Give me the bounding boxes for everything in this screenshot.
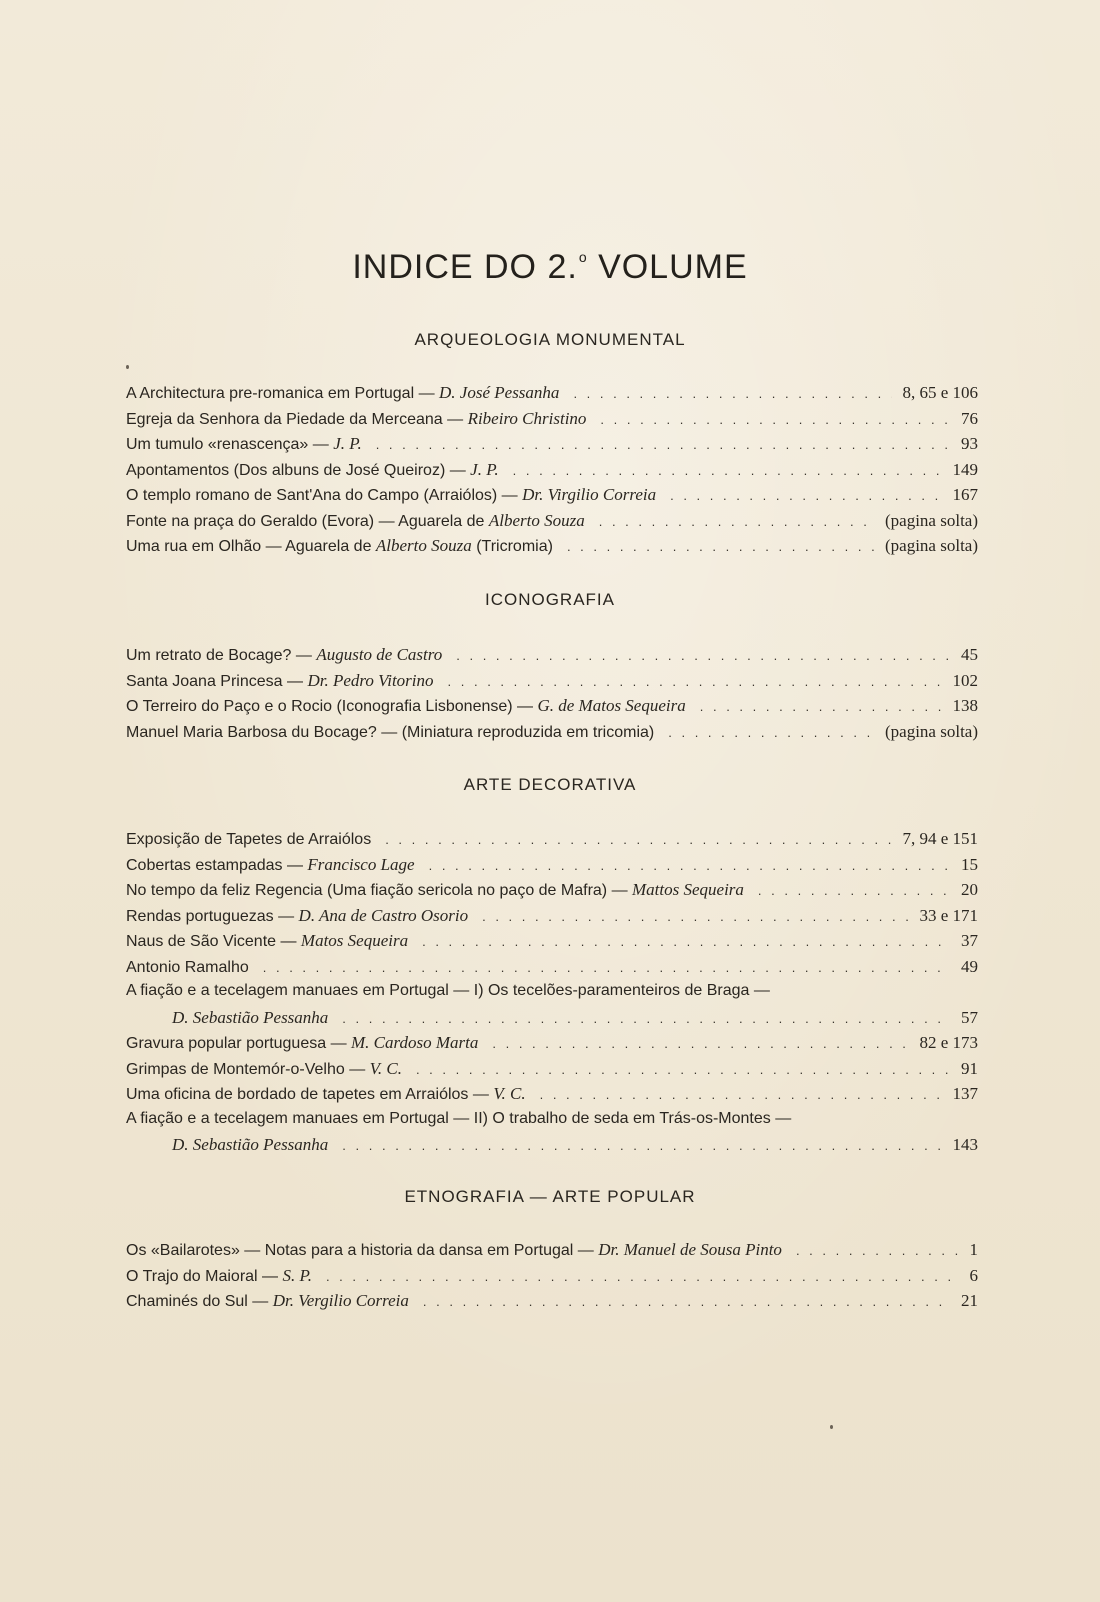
entry-text: O Trajo do Maioral —	[126, 1267, 283, 1285]
entry-text: Grimpas de Montemór-o-Velho —	[126, 1060, 370, 1078]
dot-leader	[385, 832, 892, 847]
index-entry	[126, 1084, 978, 1110]
speck-mark	[126, 365, 129, 369]
speck-mark	[830, 1425, 833, 1429]
section-entries-etnografia	[126, 1240, 978, 1317]
entry-author: Augusto de Castro	[316, 645, 443, 664]
dot-leader	[376, 437, 951, 452]
entry-page: 137	[952, 1084, 978, 1103]
entry-title	[126, 724, 654, 742]
entry-page: 93	[961, 434, 978, 453]
entry-title	[126, 696, 686, 716]
entry-text: Um tumulo «renascença» —	[126, 436, 334, 453]
entry-page: 45	[961, 645, 978, 664]
index-entry	[126, 931, 978, 957]
entry-page: 7, 94 e 151	[902, 829, 978, 848]
entry-text: Uma oficina de bordado de tapetes em Arraiólos —	[126, 1086, 494, 1103]
entry-suffix: (Tricromia)	[471, 538, 553, 555]
entry-title	[126, 409, 586, 429]
entry-page: 15	[961, 854, 978, 874]
entry-text: Rendas portuguezas —	[126, 907, 299, 925]
entry-title	[126, 1266, 312, 1286]
entry-page: 6	[969, 1265, 978, 1285]
entry-page: 149	[952, 459, 978, 479]
dot-leader	[513, 463, 943, 478]
entry-page: 138	[952, 696, 978, 715]
entry-text: Chaminés do Sul —	[126, 1293, 273, 1310]
entry-author: Francisco Lage	[307, 854, 415, 874]
entry-title	[126, 1084, 526, 1104]
dot-leader	[422, 934, 951, 949]
entry-author: M. Cardoso Marta	[351, 1033, 479, 1052]
index-entry	[126, 1266, 978, 1292]
entry-page: 82 e 173	[919, 1033, 978, 1052]
entry-page: (pagina solta)	[885, 510, 978, 530]
title-main: INDICE DO 2.	[352, 248, 578, 286]
page-title	[0, 248, 1100, 287]
entry-author: Alberto Souza	[488, 510, 585, 530]
entry-author: D. Sebastião Pessanha	[172, 1135, 329, 1154]
section-heading-arqueologia: ARQUEOLOGIA MONUMENTAL	[414, 330, 686, 349]
entry-title	[126, 536, 553, 556]
index-entry	[126, 460, 978, 486]
entry-author: Dr. Virgilio Correia	[522, 485, 657, 504]
section-heading-etnografia: ETNOGRAFIA — ARTE POPULAR	[404, 1187, 696, 1206]
section-entries-iconografia	[126, 645, 978, 747]
entry-page: 21	[961, 1291, 978, 1310]
section-entries-arqueologia	[126, 383, 978, 562]
dot-leader	[567, 539, 875, 554]
index-entry	[126, 536, 978, 562]
entry-text: A Architectura pre-romanica em Portugal —	[126, 385, 440, 402]
dot-leader	[342, 1138, 942, 1153]
dot-leader	[416, 1062, 951, 1077]
entry-author: D. Ana de Castro Osorio	[298, 905, 469, 925]
entry-text: Gravura popular portuguesa —	[126, 1035, 352, 1052]
entry-title	[126, 906, 468, 926]
entry-author: Matos Sequeira	[300, 931, 409, 950]
index-entry	[126, 511, 978, 537]
index-entry	[126, 957, 978, 983]
dot-leader	[263, 960, 951, 975]
section-entries-arte-decorativa	[126, 829, 978, 1161]
entry-text: Apontamentos (Dos albuns de José Queiroz) —	[126, 461, 471, 479]
entry-author: V. C.	[493, 1084, 526, 1103]
index-entry	[126, 1240, 978, 1266]
entry-page: 143	[952, 1135, 978, 1154]
dot-leader	[700, 699, 943, 714]
dot-leader	[599, 514, 875, 529]
index-entry	[126, 1291, 978, 1317]
index-entry	[126, 880, 978, 906]
index-entry	[126, 1135, 978, 1161]
entry-text: No tempo da feliz Regencia (Uma fiação sericola no paço de Mafra) —	[126, 882, 633, 899]
entry-author: J. P.	[333, 434, 362, 453]
entry-text: Antonio Ramalho	[126, 958, 249, 976]
dot-leader	[456, 648, 951, 663]
entry-page: 76	[961, 408, 978, 428]
entry-author: Alberto Souza	[375, 536, 472, 555]
section-heading-iconografia: ICONOGRAFIA	[484, 590, 615, 609]
entry-text: A fiação e a tecelagem manuaes em Portugal — I) Os tecelões-paramenteiros de Braga —	[126, 982, 770, 999]
dot-leader	[540, 1087, 943, 1102]
entry-text: Os «Bailarotes» — Notas para a historia da dansa em Portugal —	[126, 1242, 599, 1259]
dot-leader	[668, 725, 875, 740]
entry-text: Uma rua em Olhão — Aguarela de	[126, 538, 376, 555]
entry-title	[126, 460, 499, 480]
entry-author: Dr. Vergilio Correia	[272, 1291, 409, 1310]
title-ordinal: o	[578, 248, 588, 265]
dot-leader	[758, 883, 951, 898]
title-end: VOLUME	[598, 248, 748, 286]
index-entry	[126, 409, 978, 435]
entry-text: O templo romano de Sant'Ana do Campo (Arraiólos) —	[126, 487, 523, 504]
entry-author: D. José Pessanha	[439, 383, 560, 402]
index-entry	[126, 1033, 978, 1059]
dot-leader	[670, 488, 942, 503]
entry-title	[126, 831, 371, 849]
entry-author: G. de Matos Sequeira	[537, 696, 686, 715]
dot-leader	[600, 412, 951, 427]
entry-title	[126, 1033, 478, 1053]
index-entry	[126, 696, 978, 722]
index-entry	[126, 485, 978, 511]
dot-leader	[423, 1294, 951, 1309]
index-entry	[126, 1008, 978, 1034]
entry-title	[126, 671, 434, 691]
entry-title	[126, 880, 744, 900]
entry-page: 102	[952, 670, 978, 690]
index-entry	[126, 434, 978, 460]
entry-title	[126, 982, 770, 1000]
entry-page: 49	[961, 956, 978, 976]
entry-text: Fonte na praça do Geraldo (Evora) — Aguarela de	[126, 512, 489, 530]
entry-page: 37	[961, 931, 978, 950]
dot-leader	[796, 1243, 960, 1258]
dot-leader	[429, 858, 951, 873]
index-entry	[126, 829, 978, 855]
entry-text: Egreja da Senhora da Piedade da Merceana —	[126, 410, 468, 428]
entry-author: D. Sebastião Pessanha	[172, 1007, 329, 1027]
entry-text: A fiação e a tecelagem manuaes em Portugal — II) O trabalho de seda em Trás-os-Montes —	[126, 1109, 792, 1127]
index-entry	[126, 982, 978, 1008]
entry-title	[126, 1110, 791, 1128]
dot-leader	[482, 909, 909, 924]
entry-page: 20	[961, 880, 978, 899]
dot-leader	[448, 674, 943, 689]
entry-page: (pagina solta)	[885, 721, 978, 741]
entry-page: 91	[961, 1058, 978, 1078]
dot-leader	[492, 1036, 909, 1051]
entry-page: 33 e 171	[919, 905, 978, 925]
entry-title	[172, 1008, 328, 1028]
entry-title	[126, 383, 559, 403]
entry-text: Um retrato de Bocage? —	[126, 647, 317, 664]
entry-title	[126, 645, 442, 665]
entry-title	[126, 959, 249, 977]
index-entry	[126, 645, 978, 671]
entry-author: Ribeiro Christino	[467, 408, 587, 428]
entry-text: Exposição de Tapetes de Arraiólos	[126, 831, 372, 848]
entry-title	[126, 511, 585, 531]
entry-page: (pagina solta)	[885, 536, 978, 555]
entry-page: 167	[952, 485, 978, 504]
entry-title	[172, 1135, 328, 1155]
entry-text: O Terreiro do Paço e o Rocio (Iconografia Lisbonense) —	[126, 698, 538, 715]
entry-text: Cobertas estampadas —	[126, 856, 308, 874]
entry-text: Naus de São Vicente —	[126, 933, 301, 950]
dot-leader	[326, 1269, 960, 1284]
entry-page: 8, 65 e 106	[902, 383, 978, 402]
entry-author: J. P.	[470, 459, 499, 479]
entry-author: Dr. Manuel de Sousa Pinto	[598, 1240, 782, 1259]
dot-leader	[342, 1011, 951, 1026]
entry-title	[126, 485, 656, 505]
entry-title	[126, 434, 362, 454]
entry-page: 57	[961, 1007, 978, 1027]
entry-author: V. C.	[369, 1058, 402, 1078]
index-entry	[126, 722, 978, 748]
entry-text: Manuel Maria Barbosa du Bocage? — (Miniatura reproduzida em tricomia)	[126, 723, 655, 741]
entry-title	[126, 1291, 409, 1311]
entry-author: S. P.	[282, 1265, 312, 1285]
index-entry	[126, 1059, 978, 1085]
index-entry	[126, 855, 978, 881]
entry-title	[126, 1240, 782, 1260]
entry-title	[126, 1059, 402, 1079]
index-entry	[126, 383, 978, 409]
entry-page: 1	[969, 1240, 978, 1259]
entry-author: Dr. Pedro Vitorino	[307, 670, 434, 690]
entry-title	[126, 855, 415, 875]
entry-text: Santa Joana Princesa —	[126, 672, 308, 690]
index-entry	[126, 1110, 978, 1136]
entry-title	[126, 931, 408, 951]
index-entry	[126, 671, 978, 697]
dot-leader	[573, 386, 892, 401]
index-entry	[126, 906, 978, 932]
section-heading-arte-decorativa: ARTE DECORATIVA	[463, 775, 637, 794]
entry-author: Mattos Sequeira	[632, 880, 744, 899]
